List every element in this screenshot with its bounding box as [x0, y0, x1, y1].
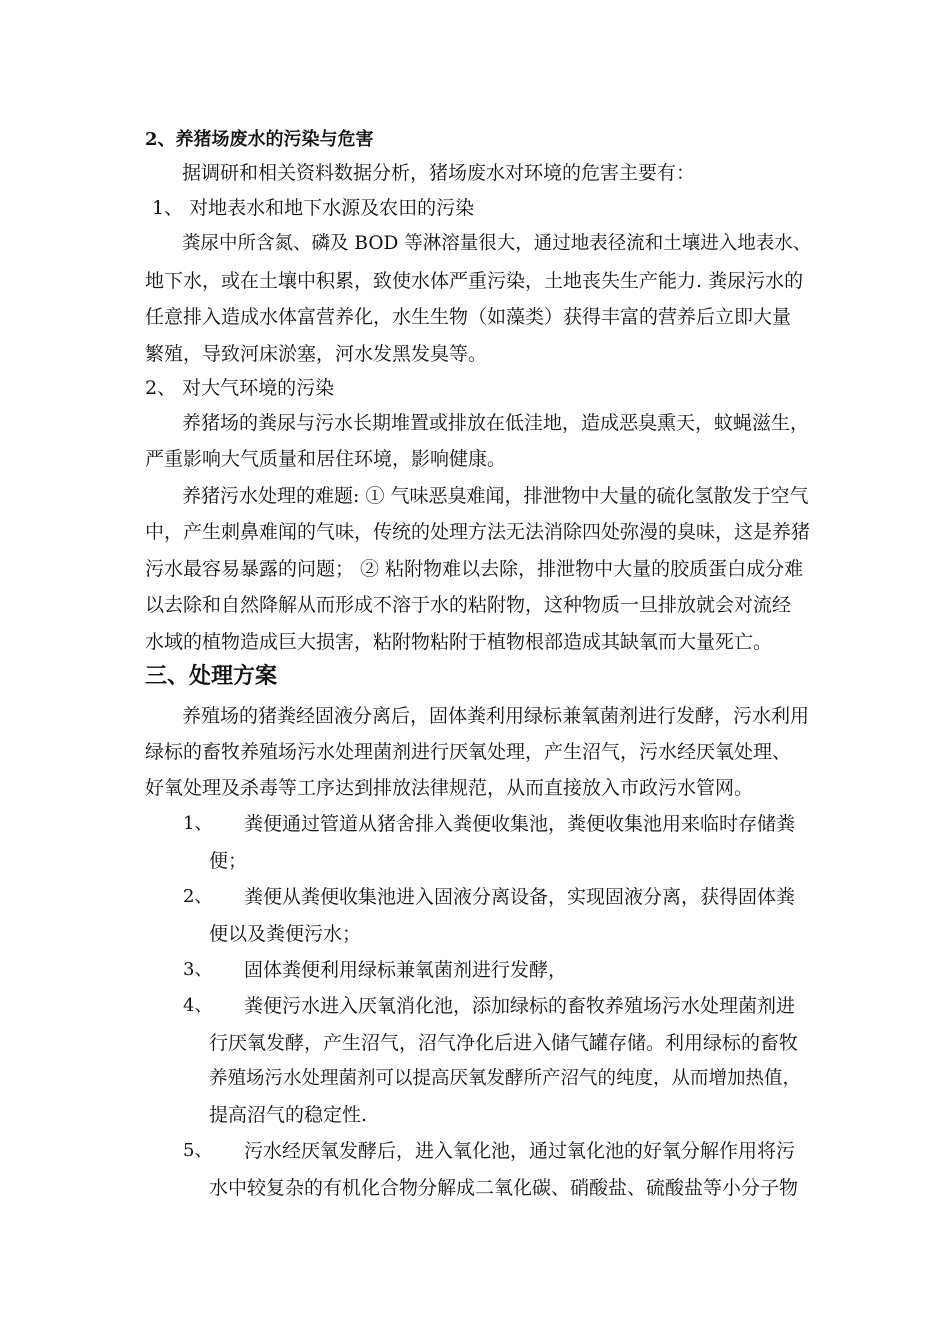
- paragraph-line: 严重影响大气质量和居住环境，影响健康。: [145, 448, 507, 470]
- step-line: 固体粪便利用绿标兼氧菌剂进行发酵，: [244, 959, 568, 981]
- paragraph-line: 地下水，或在土壤中积累，致使水体严重污染，土地丧失生产能力. 粪尿污水的: [145, 270, 804, 292]
- paragraph-line: 养猪污水处理的难题: ① 气味恶臭难闻，排泄物中大量的硫化氢散发于空气: [182, 485, 809, 507]
- section-heading-treatment: 三、处理方案: [145, 664, 278, 689]
- step-line: 粪便污水进入厌氧消化池，添加绿标的畜牧养殖场污水处理菌剂进: [244, 995, 796, 1017]
- step-number: 4、: [183, 995, 213, 1016]
- section-heading-pollution: 2、养猪场废水的污染与危害: [145, 129, 374, 150]
- paragraph-line: 中，产生刺鼻难闻的气味，传统的处理方法无法消除四处弥漫的臭味，这是养猪: [145, 521, 811, 543]
- step-line: 污水经厌氧发酵后，进入氧化池，通过氧化池的好氧分解作用将污: [244, 1140, 796, 1162]
- paragraph-line: 绿标的畜牧养殖场污水处理菌剂进行厌氧处理，产生沼气，污水经厌氧处理、: [145, 741, 792, 763]
- step-line: 养殖场污水处理菌剂可以提高厌氧发酵所产沼气的纯度，从而增加热值，: [209, 1068, 802, 1089]
- step-number: 3、: [183, 959, 213, 980]
- step-line: 水中较复杂的有机化合物分解成二氧化碳、硝酸盐、硫酸盐等小分子物: [209, 1177, 799, 1199]
- step-line: 便以及粪便污水；: [209, 923, 362, 945]
- paragraph-line: 好氧处理及杀毒等工序达到排放法律规范，从而直接放入市政污水管网。: [145, 777, 754, 799]
- paragraph-line: 繁殖，导致河床淤塞，河水发黑发臭等。: [145, 343, 488, 365]
- item-title-air: 2、 对大气环境的污染: [145, 377, 335, 399]
- paragraph-line: 以去除和自然降解从而形成不溶于水的粘附物，这种物质一旦排放就会对流经: [145, 594, 792, 616]
- step-number: 5、: [183, 1140, 213, 1161]
- item-title-water: 1、 对地表水和地下水源及农田的污染: [152, 197, 475, 219]
- paragraph-line: 养殖场的猪粪经固液分离后，固体粪利用绿标兼氧菌剂进行发酵，污水利用: [182, 705, 810, 727]
- paragraph-line: 水域的植物造成巨大损害，粘附物粘附于植物根部造成其缺氧而大量死亡。: [145, 631, 773, 653]
- step-number: 2、: [183, 886, 213, 907]
- step-line: 粪便通过管道从猪舍排入粪便收集池，粪便收集池用来临时存储粪: [244, 813, 796, 835]
- step-line: 提高沼气的稳定性.: [209, 1104, 368, 1126]
- step-line: 便；: [209, 850, 248, 872]
- step-line: 行厌氧发酵，产生沼气，沼气净化后进入储气罐存储。利用绿标的畜牧: [209, 1032, 799, 1054]
- step-line: 粪便从粪便收集池进入固液分离设备，实现固液分离，获得固体粪: [244, 886, 796, 908]
- paragraph-line: 养猪场的粪尿与污水长期堆置或排放在低洼地，造成恶臭熏天，蚊蝇滋生，: [182, 412, 810, 434]
- paragraph-line: 任意排入造成水体富营养化，水生生物（如藻类）获得丰富的营养后立即大量: [145, 306, 792, 328]
- paragraph-line: 污水最容易暴露的问题； ② 粘附物难以去除，排泄物中大量的胶质蛋白成分难: [145, 558, 804, 580]
- step-number: 1、: [183, 813, 213, 834]
- section-intro: 据调研和相关资料数据分析，猪场废水对环境的危害主要有：: [182, 162, 696, 184]
- paragraph-line: 粪尿中所含氮、磷及 BOD 等淋溶量很大，通过地表径流和土壤进入地表水、: [182, 233, 812, 254]
